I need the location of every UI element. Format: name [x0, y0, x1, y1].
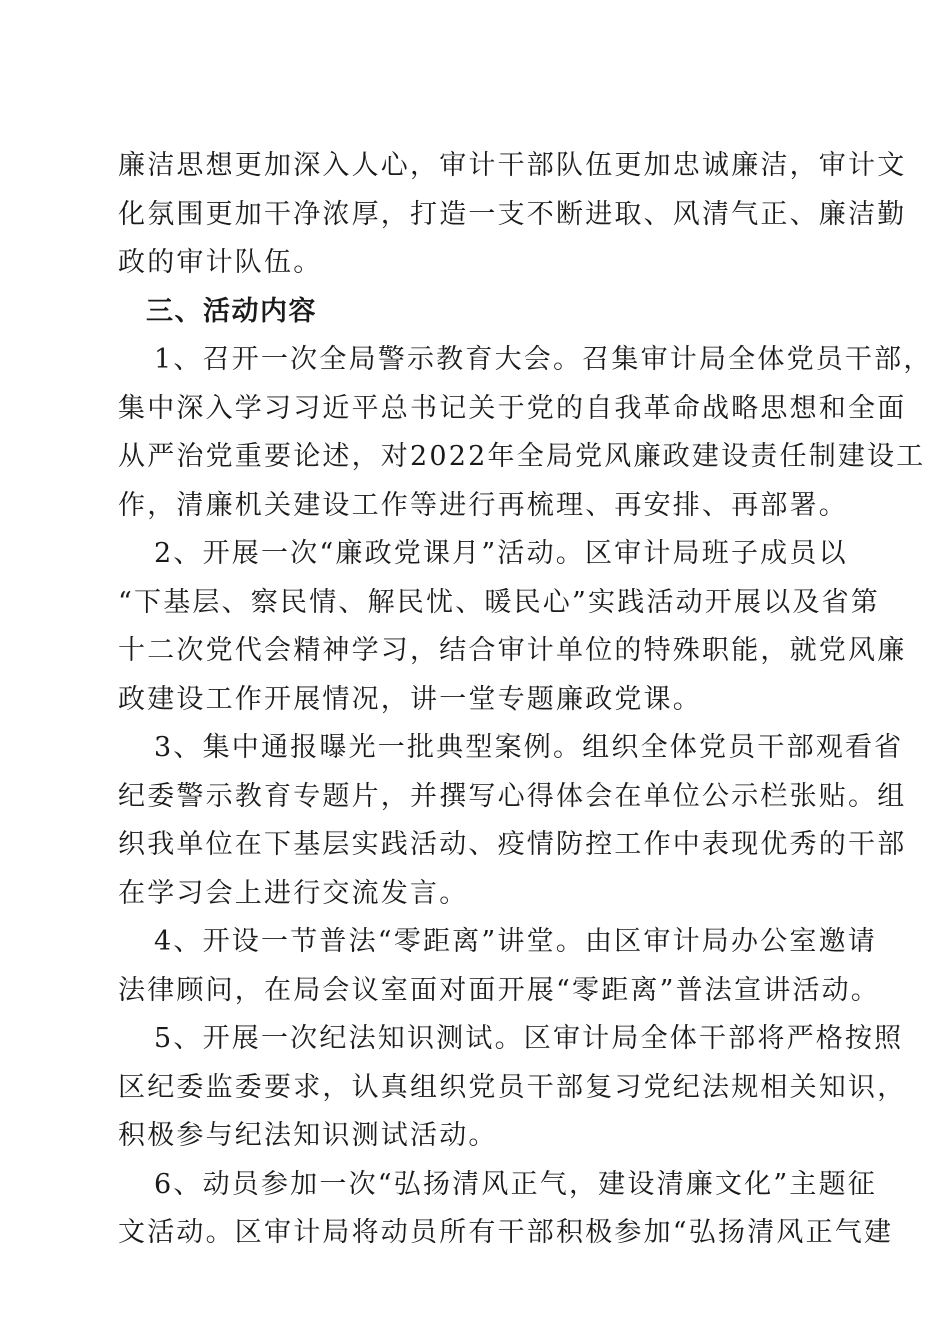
text-line: 廉洁思想更加深入人心，审计干部队伍更加忠诚廉洁，审计文 [118, 150, 907, 181]
text-line: 化氛围更加干净浓厚，打造一支不断进取、风清气正、廉洁勤 [118, 198, 907, 230]
text-line: 4、开设一节普法“零距离”讲堂。由区审计局办公室邀请 [154, 926, 877, 957]
text-line: 6、动员参加一次“弘扬清风正气，建设清廉文化”主题征 [154, 1168, 877, 1200]
text-line: 积极参与纪法知识测试活动。 [118, 1120, 498, 1151]
activity-item-6 [118, 1161, 894, 1258]
text-line: 文活动。区审计局将动员所有干部积极参加“弘扬清风正气建 [118, 1217, 894, 1248]
text-line: 1、召开一次全局警示教育大会。召集审计局全体党员干部， [154, 344, 933, 375]
activity-item-2 [118, 530, 907, 724]
text-line: 从严治党重要论述，对2022年全局党风廉政建设责任制建设工 [118, 441, 926, 472]
text-line: 在学习会上进行交流发言。 [118, 877, 469, 909]
text-line: 十二次党代会精神学习，结合审计单位的特殊职能，就党风廉 [118, 635, 907, 666]
text-line: 纪委警示教育专题片，并撰写心得体会在单位公示栏张贴。组 [118, 780, 907, 812]
body-text [118, 142, 933, 1258]
text-line: 区纪委监委要求，认真组织党员干部复习党纪法规相关知识， [118, 1071, 907, 1103]
activity-item-1 [118, 336, 933, 530]
text-line: 织我单位在下基层实践活动、疫情防控工作中表现优秀的干部 [118, 829, 907, 860]
text-line: 集中深入学习习近平总书记关于党的自我革命战略思想和全面 [118, 392, 907, 424]
text-line: 法律顾问，在局会议室面对面开展“零距离”普法宣讲活动。 [118, 974, 881, 1006]
activity-item-3 [118, 724, 907, 918]
activity-item-4 [118, 918, 881, 1015]
text-line: “下基层、察民情、解民忧、暖民心”实践活动开展以及省第 [118, 586, 881, 618]
text-line: 政的审计队伍。 [118, 247, 323, 278]
activity-item-5 [118, 1015, 907, 1161]
text-line: 政建设工作开展情况，讲一堂专题廉政党课。 [118, 683, 702, 715]
text-line: 2、开展一次“廉政党课月”活动。区审计局班子成员以 [154, 538, 848, 569]
text-line: 3、集中通报曝光一批典型案例。组织全体党员干部观看省 [154, 732, 904, 763]
text-line: 5、开展一次纪法知识测试。区审计局全体干部将严格按照 [154, 1023, 904, 1054]
section-heading: 三、活动内容 [146, 295, 317, 327]
text-line: 作，清廉机关建设工作等进行再梳理、再安排、再部署。 [118, 489, 848, 521]
intro-paragraph [118, 142, 907, 288]
